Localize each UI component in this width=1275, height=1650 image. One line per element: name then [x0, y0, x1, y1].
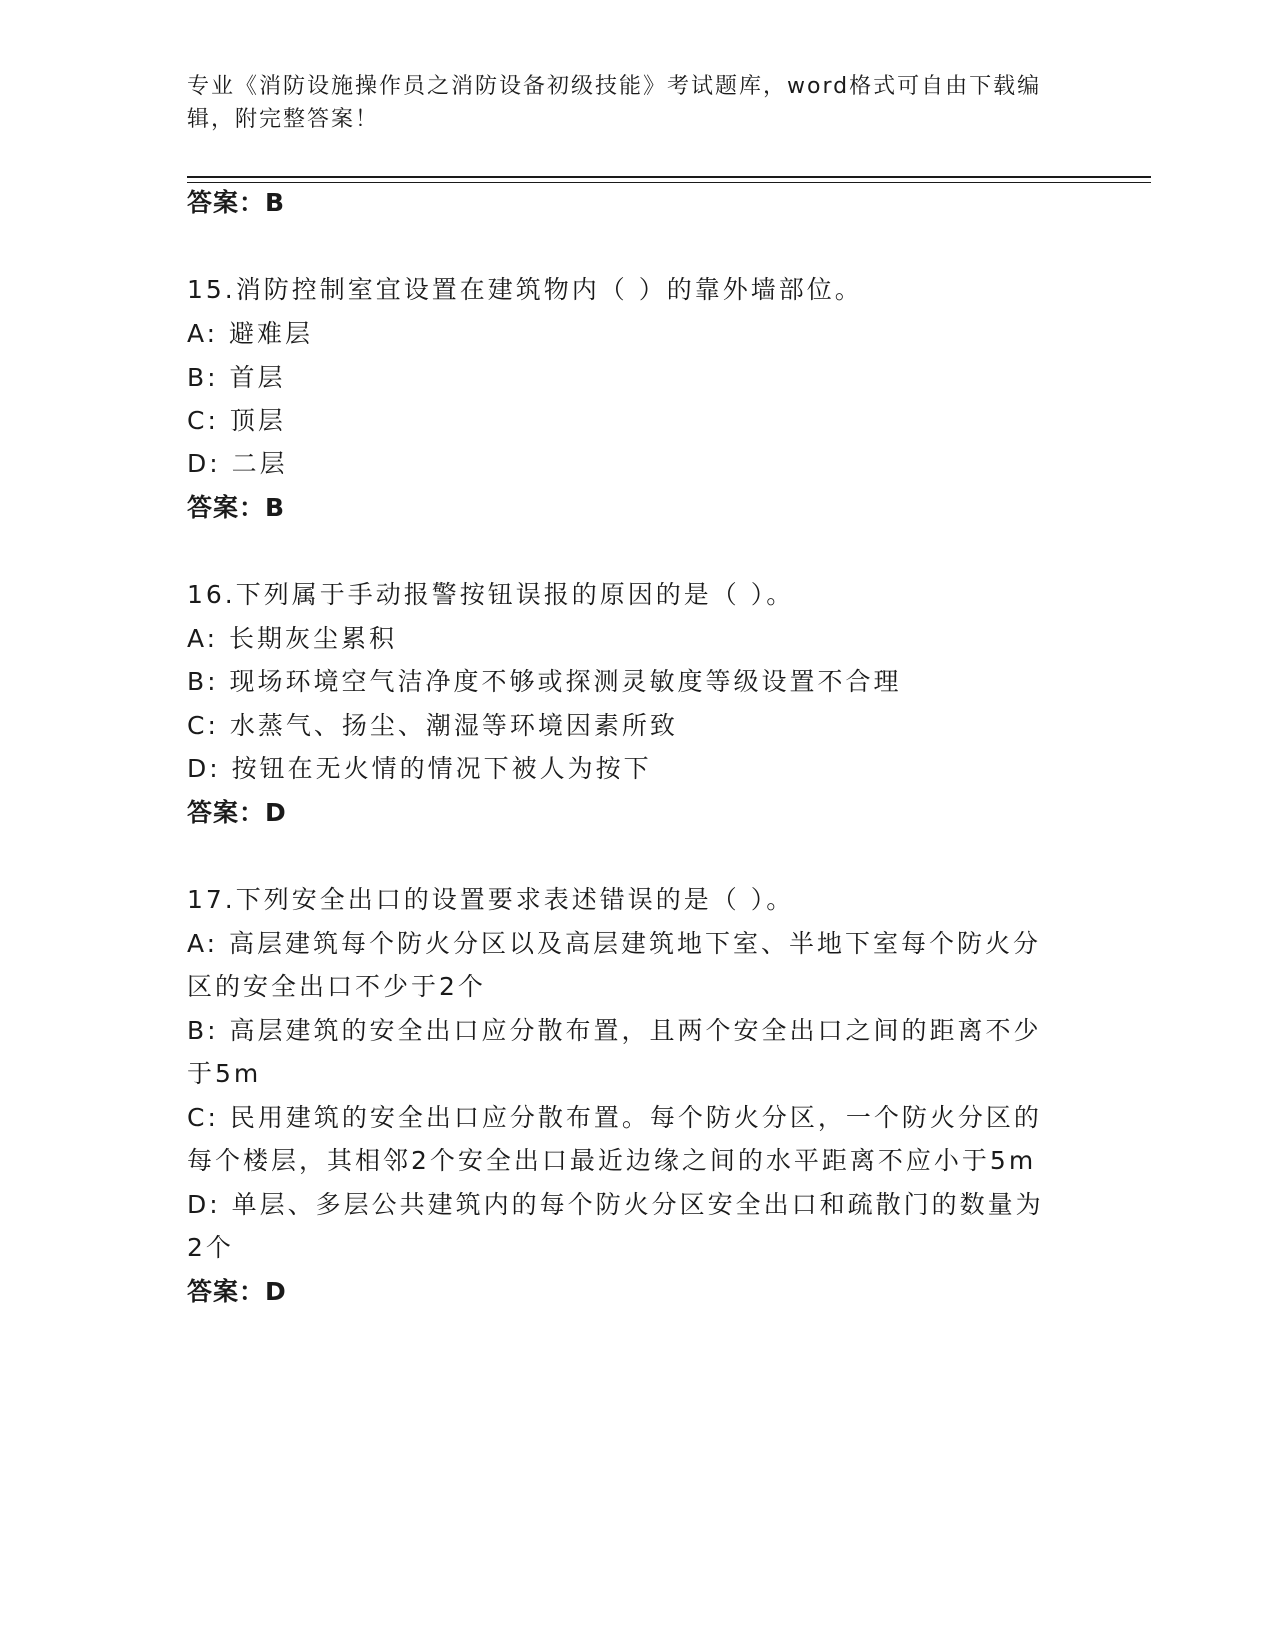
question-17-option-c-line-2: 每个楼层，其相邻2个安全出口最近边缘之间的水平距离不应小于5m [187, 1146, 1037, 1175]
question-17-option-a-line-1: A: 高层建筑每个防火分区以及高层建筑地下室、半地下室每个防火分 [187, 929, 1042, 958]
question-15-stem: 15.消防控制室宜设置在建筑物内（ ）的靠外墙部位。 [187, 275, 863, 304]
question-17-option-c-line-1: C: 民用建筑的安全出口应分散布置。每个防火分区，一个防火分区的 [187, 1103, 1042, 1132]
question-17-option-d-line-1: D: 单层、多层公共建筑内的每个防火分区安全出口和疏散门的数量为 [187, 1190, 1044, 1219]
question-15-option-a: A: 避难层 [187, 319, 314, 348]
question-17-stem: 17.下列安全出口的设置要求表述错误的是（ ）。 [187, 885, 795, 914]
question-16-stem: 16.下列属于手动报警按钮误报的原因的是（ ）。 [187, 580, 795, 609]
question-17-option-b-line-1: B: 高层建筑的安全出口应分散布置，且两个安全出口之间的距离不少 [187, 1016, 1042, 1045]
question-17-option-b-line-2: 于5m [187, 1059, 262, 1088]
question-15-option-d: D: 二层 [187, 449, 288, 478]
header-divider-thick [187, 176, 1151, 178]
header-divider-thin [187, 182, 1151, 183]
question-16-option-b: B: 现场环境空气洁净度不够或探测灵敏度等级设置不合理 [187, 667, 902, 696]
question-17-option-a-line-2: 区的安全出口不少于2个 [187, 972, 486, 1001]
previous-answer: 答案：B [187, 188, 286, 217]
document-header: 专业《消防设施操作员之消防设备初级技能》考试题库，word格式可自由下载编辑，附完整答案！ [187, 74, 1042, 132]
question-15-answer: 答案：B [187, 493, 286, 522]
question-15-option-b: B: 首层 [187, 363, 286, 392]
question-16-option-d: D: 按钮在无火情的情况下被人为按下 [187, 754, 652, 783]
question-16-answer: 答案：D [187, 798, 287, 827]
question-16-option-a: A: 长期灰尘累积 [187, 624, 398, 653]
question-17-option-d-line-2: 2个 [187, 1233, 234, 1262]
question-17-answer: 答案：D [187, 1277, 287, 1306]
question-15-option-c: C: 顶层 [187, 406, 286, 435]
question-16-option-c: C: 水蒸气、扬尘、潮湿等环境因素所致 [187, 711, 678, 740]
